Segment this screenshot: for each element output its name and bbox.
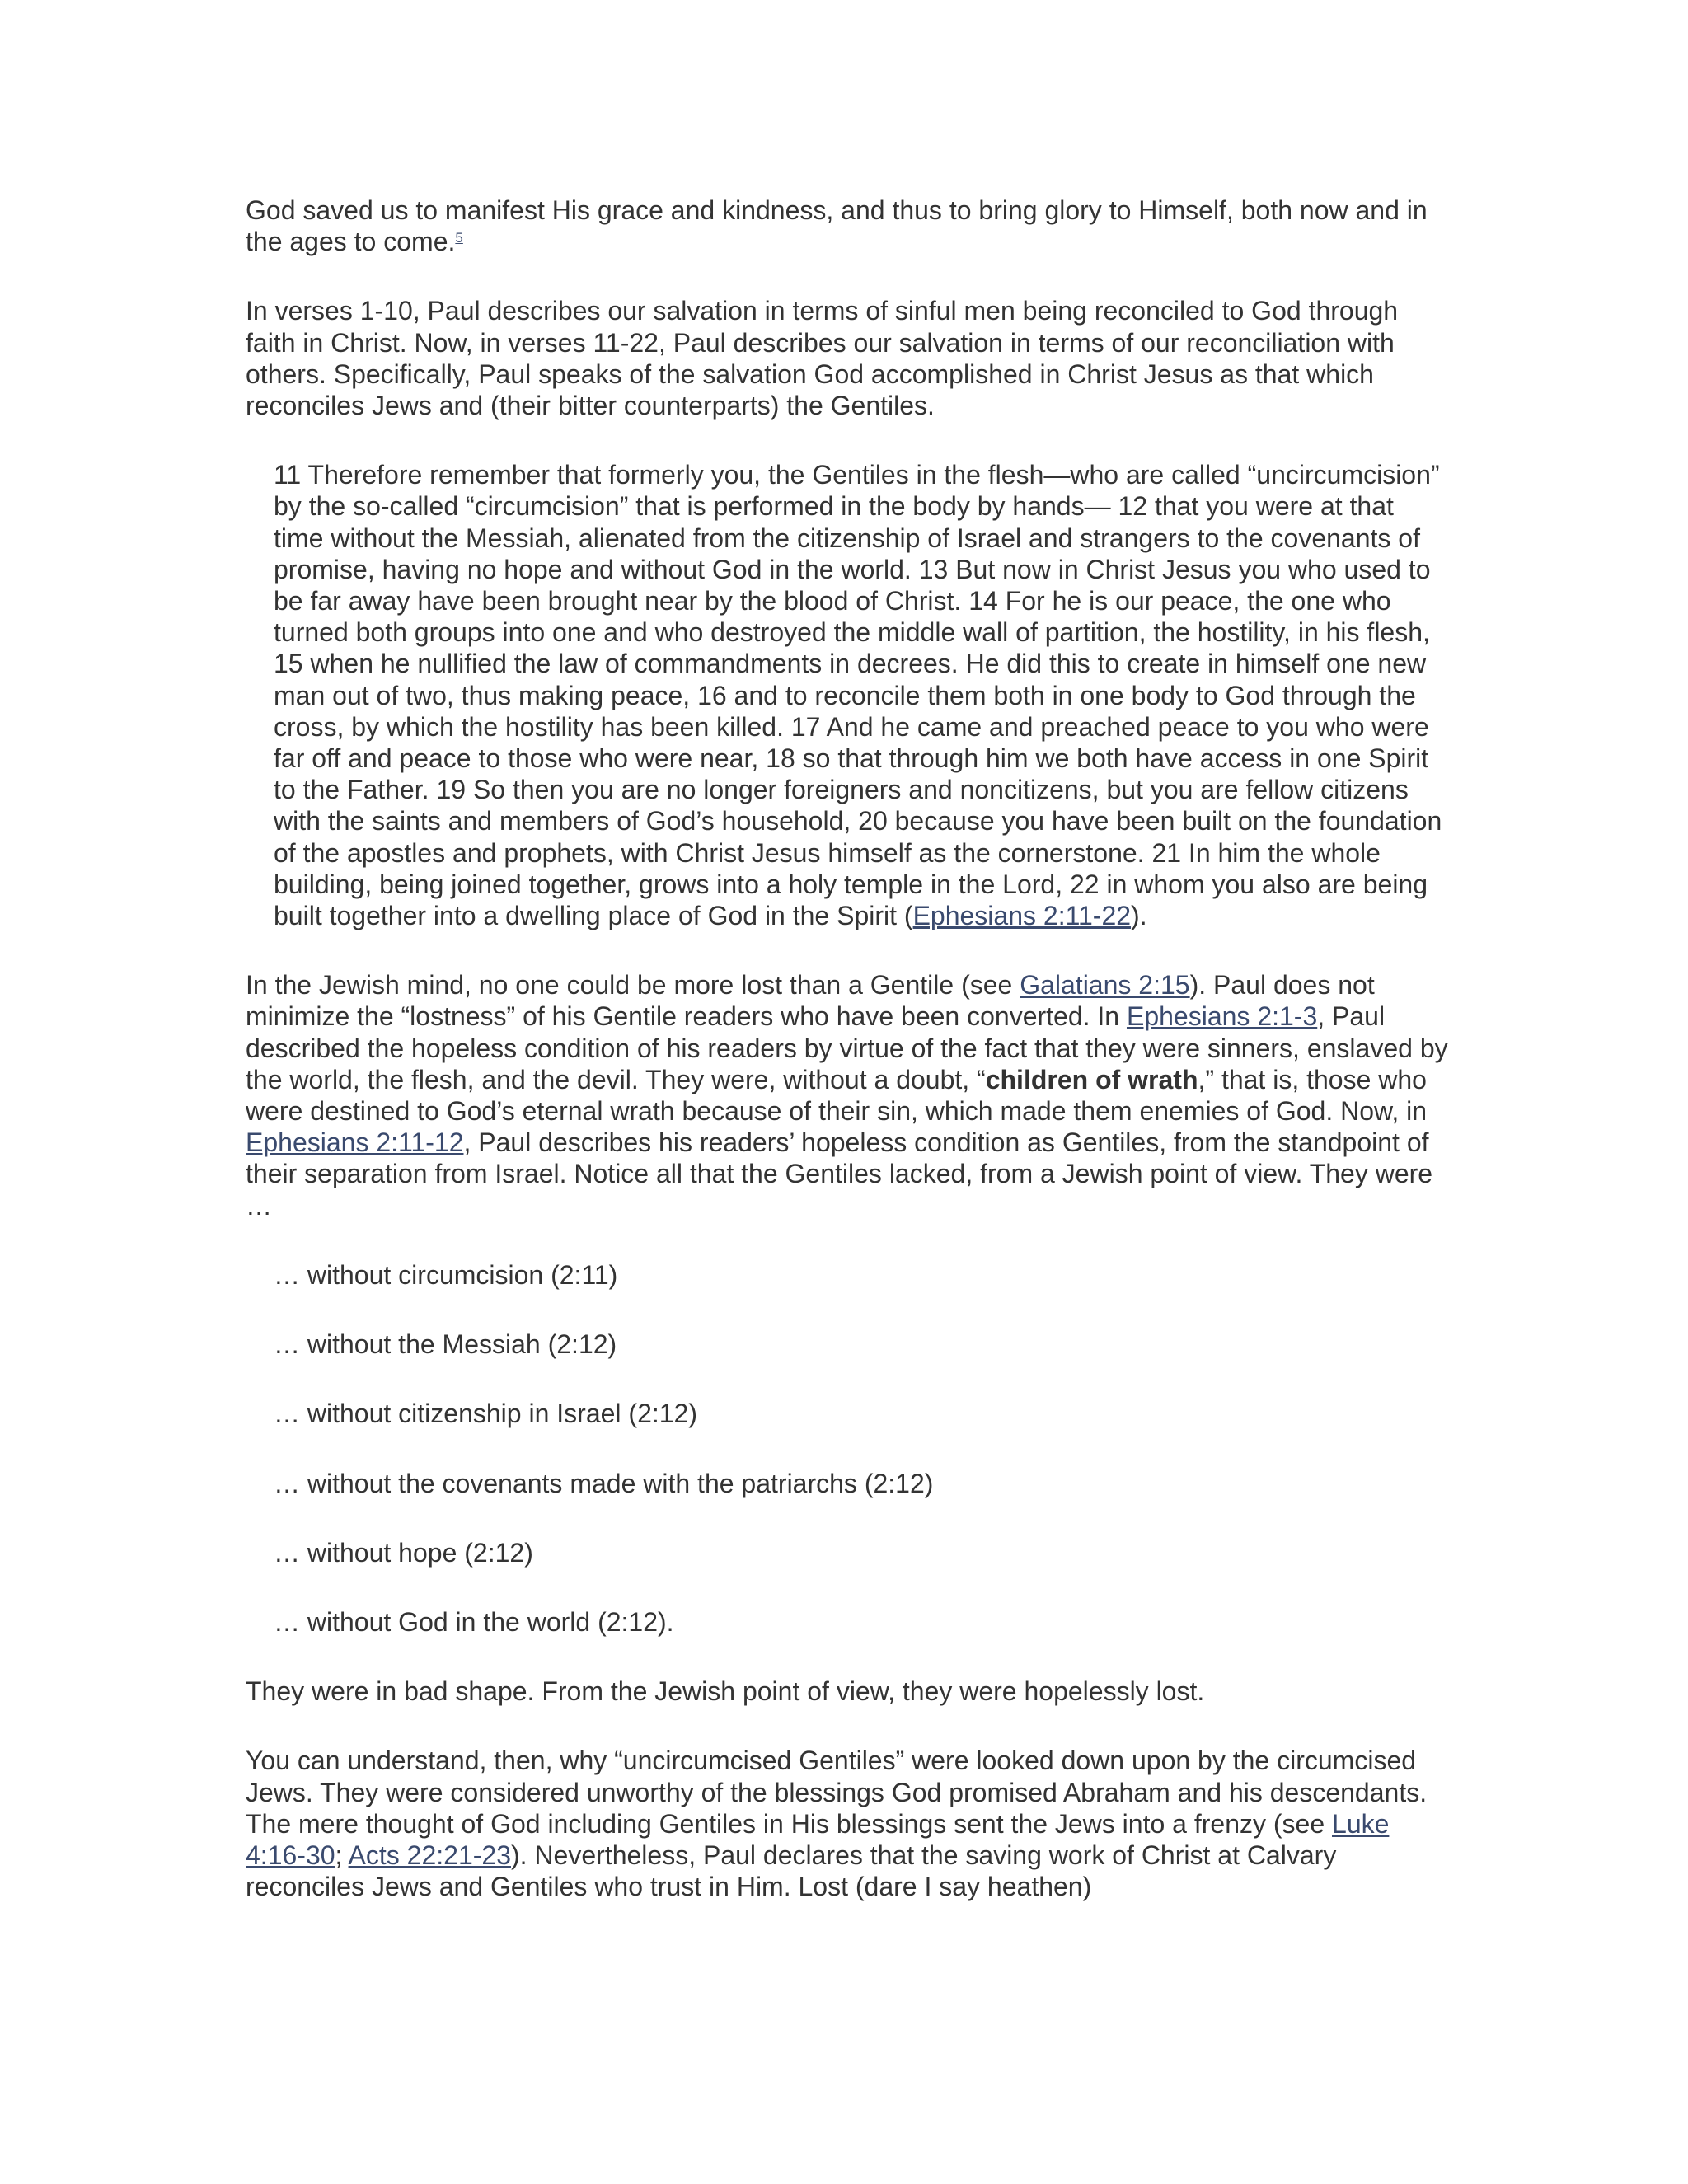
scripture-link-ephesians-2-11-12[interactable]: Ephesians 2:11-12 [246,1127,464,1158]
list-item: … without God in the world (2:12). [274,1606,674,1637]
text-segment: ,” that is, those who were destined to God’s eternal wrath because of their sin, which made them enemies of God. Now, in [246,1064,1428,1127]
paragraph-jewish-mind [246,969,1449,1221]
paragraph-grace [246,194,1449,257]
list-item: … without hope (2:12) [274,1537,533,1568]
footnote-link[interactable]: 5 [455,230,463,246]
list-item: … without circumcision (2:11) [274,1259,618,1290]
list-item: … without the covenants made with the patriarchs (2:12) [274,1468,934,1498]
text-segment: ). Nevertheless, Paul declares that the saving work of Christ at Calvary reconciles Jews and Gentiles who trust in Him. Lost (dare I say heathen) [246,1840,1337,1902]
list-item: … without citizenship in Israel (2:12) [274,1399,697,1429]
scripture-link-galatians-2-15[interactable]: Galatians 2:15 [1020,970,1190,1001]
text-segment: You can understand, then, why “uncircumcised Gentiles” were looked down upon by the circumcised Jews. They were considered unworthy of the blessings God promised Abraham and his descendants. The mere thought of God including Gentiles in His blessings sent the Jews into a frenzy (see [246,1746,1428,1839]
paragraph-grace-text: God saved us to manifest His grace and kindness, and thus to bring glory to Himself, both now and in the ages to come. [246,195,1428,257]
bold-phrase: children of wrath [985,1064,1198,1094]
scripture-quote-end: ). [1131,901,1147,931]
scripture-quote-text: 11 Therefore remember that formerly you, the Gentiles in the flesh—who are called “uncircumcision” by the so-called “circumcision” that is performed in the body by hands— 12 that you were at that time without the Messiah, alienated from the citizenship of Israel and strangers to the covenants of promise, having no hope and without God in the world. 13 But now in Christ Jesus you who used to be far away have been brought near by the blood of Christ. 14 For he is our peace, the one who turned both groups into one and who destroyed the middle wall of partition, the hostility, in his flesh, 15 when he nullified the law of commandments in decrees. He did this to create in himself one new man out of two, thus making peace, 16 and to reconcile them both in one body to God through the cross, by which the hostility has been killed. 17 And he came and preached peace to you who were far off and peace to those who were near, 18 so that through him we both have access in one Spirit to the Father. 19 So then you are no longer foreigners and noncitizens, but you are fellow citizens with the saints and members of God’s household, 20 because you have been built on the foundation of the apostles and prophets, with Christ Jesus himself as the cornerstone. 21 In him the whole building, being joined together, grows into a holy temple in the Lord, 22 in whom you also are being built together into a dwelling place of God in the Spirit ( [274,460,1442,931]
scripture-link-ephesians-2-11-22[interactable]: Ephesians 2:11-22 [912,901,1132,931]
paragraph-understand [246,1745,1449,1902]
paragraph-bad-shape: They were in bad shape. From the Jewish point of view, they were hopelessly lost. [246,1676,1205,1707]
scripture-link-luke-4-16-30[interactable]: Luke 4:16-30 [246,1808,1390,1870]
footnote-marker[interactable] [455,230,462,246]
paragraph-reconciliation: In verses 1-10, Paul describes our salvation in terms of sinful men being reconciled to God through faith in Christ. Now, in verses 11-22, Paul describes our salvation in terms of our reconciliation with others. Specifically, Paul speaks of the salvation God accomplished in Christ Jesus as that which reconciles Jews and (their bitter counterparts) the Gentiles. [246,296,1399,421]
text-segment: , Paul describes his readers’ hopeless condition as Gentiles, from the standpoint of their separation from Israel. Notice all that the Gentiles lacked, from a Jewish point of view. They were … [246,1127,1433,1221]
scripture-link-acts-22-21-23[interactable]: Acts 22:21-23 [348,1840,511,1870]
text-segment: ; [335,1840,349,1870]
text-segment: In the Jewish mind, no one could be more lost than a Gentile (see [246,970,1020,1001]
text-segment: , Paul described the hopeless condition of his readers by virtue of the fact that they were sinners, enslaved by the world, the flesh, and the devil. They were, without a doubt, “ [246,1001,1448,1094]
text-segment: ). Paul does not minimize the “lostness” of his Gentile readers who have been converted. In [246,970,1375,1032]
document-page [246,194,1449,1940]
list-item: … without the Messiah (2:12) [274,1329,617,1360]
scripture-quote [274,459,1444,931]
scripture-link-ephesians-2-1-3[interactable]: Ephesians 2:1-3 [1126,1001,1318,1032]
